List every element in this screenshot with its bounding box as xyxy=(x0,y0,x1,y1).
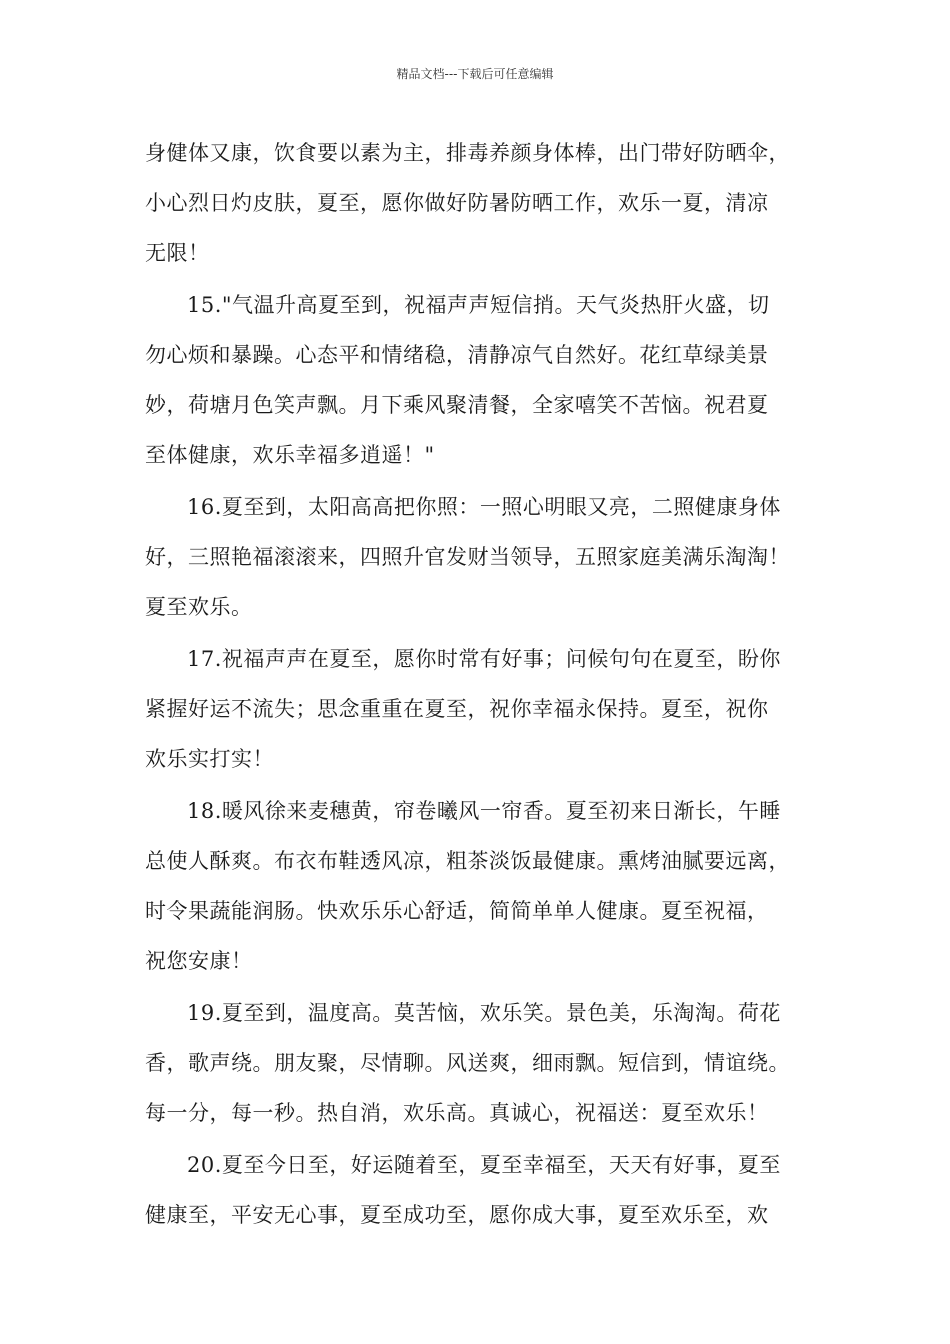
paragraph-18 xyxy=(145,786,807,986)
text-line: 20.夏至今日至，好运随着至，夏至幸福至，天天有好事，夏至 xyxy=(187,1153,781,1177)
text-line: 17.祝福声声在夏至，愿你时常有好事；问候句句在夏至，盼你 xyxy=(187,647,781,671)
text-line: 身健体又康，饮食要以素为主，排毒养颜身体棒，出门带好防晒伞， xyxy=(145,141,790,165)
text-line: 每一分，每一秒。热自消，欢乐高。真诚心，祝福送：夏至欢乐！ xyxy=(145,1101,769,1125)
paragraph-continued xyxy=(145,128,807,278)
text-line: 19.夏至到，温度高。莫苦恼，欢乐笑。景色美，乐淘淘。荷花 xyxy=(187,1001,781,1025)
paragraph-19 xyxy=(145,988,807,1138)
text-line: 欢乐实打实！ xyxy=(145,747,274,771)
text-line: 16.夏至到，太阳高高把你照：一照心明眼又亮，二照健康身体 xyxy=(187,495,781,519)
paragraph-20 xyxy=(145,1140,807,1240)
text-line: 香，歌声绕。朋友聚，尽情聊。风送爽，细雨飘。短信到，情谊绕。 xyxy=(145,1051,790,1075)
text-line: 小心烈日灼皮肤，夏至，愿你做好防暑防晒工作，欢乐一夏，清凉 xyxy=(145,191,769,215)
paragraph-15 xyxy=(145,280,807,480)
text-line: 勿心烦和暴躁。心态平和情绪稳，清静凉气自然好。花红草绿美景 xyxy=(145,343,769,367)
text-line: 健康至，平安无心事，夏至成功至，愿你成大事，夏至欢乐至，欢 xyxy=(145,1203,769,1227)
paragraph-17 xyxy=(145,634,807,784)
text-line: 总使人酥爽。布衣布鞋透风凉，粗茶淡饭最健康。熏烤油腻要远离， xyxy=(145,849,790,873)
text-line: 18.暖风徐来麦穗黄，帘卷曦风一帘香。夏至初来日渐长，午睡 xyxy=(187,799,781,823)
text-line: 至体健康，欢乐幸福多逍遥！" xyxy=(145,443,435,467)
text-line: 祝您安康！ xyxy=(145,949,253,973)
text-line: 无限！ xyxy=(145,241,210,265)
document-body xyxy=(145,128,807,1240)
text-line: 夏至欢乐。 xyxy=(145,595,253,619)
paragraph-16 xyxy=(145,482,807,632)
text-line: 时令果蔬能润肠。快欢乐乐心舒适，简简单单人健康。夏至祝福， xyxy=(145,899,769,923)
text-line: 妙，荷塘月色笑声飘。月下乘风聚清餐，全家嘻笑不苦恼。祝君夏 xyxy=(145,393,769,417)
text-line: 紧握好运不流失；思念重重在夏至，祝你幸福永保持。夏至，祝你 xyxy=(145,697,769,721)
text-line: 好，三照艳福滚滚来，四照升官发财当领导，五照家庭美满乐淘淘！ xyxy=(145,545,790,569)
text-line: 15."气温升高夏至到，祝福声声短信捎。天气炎热肝火盛，切 xyxy=(187,293,770,317)
page-header: 精品文档---下载后可任意编辑 xyxy=(396,67,554,81)
